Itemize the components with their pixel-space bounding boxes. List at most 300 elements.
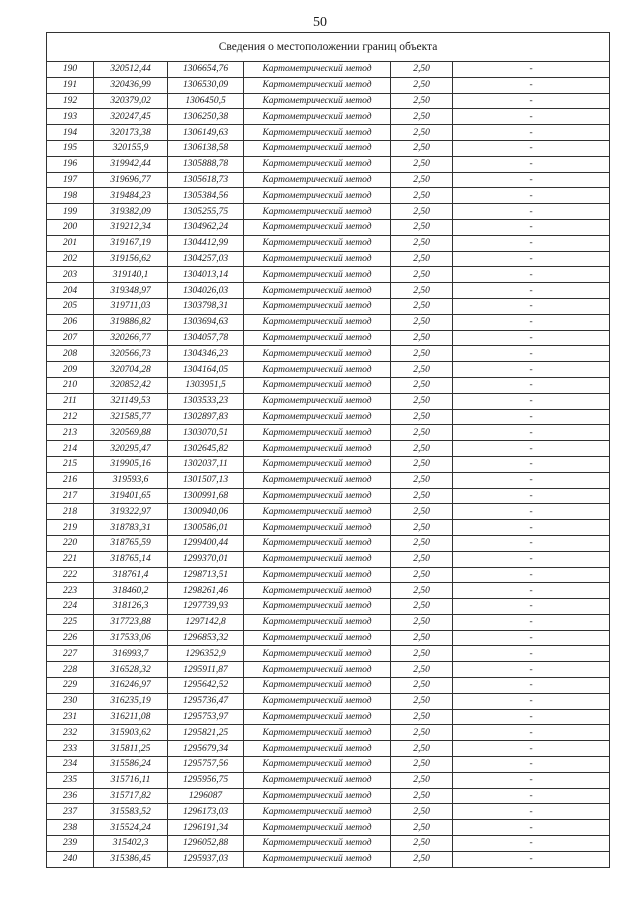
table-row (47, 377, 610, 393)
accuracy: 2,50 (391, 614, 453, 630)
accuracy: 2,50 (391, 535, 453, 551)
table-row (47, 599, 610, 615)
coord-x: 316246,97 (94, 678, 168, 694)
table-body (47, 33, 610, 868)
coord-y: 1295911,87 (168, 662, 244, 678)
point-number: 210 (47, 377, 94, 393)
coord-y: 1305618,73 (168, 172, 244, 188)
note: - (453, 630, 610, 646)
accuracy: 2,50 (391, 251, 453, 267)
accuracy: 2,50 (391, 283, 453, 299)
accuracy: 2,50 (391, 314, 453, 330)
coord-x: 316235,19 (94, 693, 168, 709)
accuracy: 2,50 (391, 646, 453, 662)
note: - (453, 219, 610, 235)
coord-x: 318460,2 (94, 583, 168, 599)
point-number: 224 (47, 599, 94, 615)
note: - (453, 346, 610, 362)
point-number: 229 (47, 678, 94, 694)
table-row (47, 646, 610, 662)
note: - (453, 377, 610, 393)
coord-x: 320436,99 (94, 77, 168, 93)
coord-x: 318765,14 (94, 551, 168, 567)
method: Картометрический метод (244, 820, 391, 836)
coord-y: 1302037,11 (168, 456, 244, 472)
coord-x: 320155,9 (94, 140, 168, 156)
table-row (47, 267, 610, 283)
note: - (453, 362, 610, 378)
point-number: 225 (47, 614, 94, 630)
table-row (47, 709, 610, 725)
accuracy: 2,50 (391, 346, 453, 362)
coord-y: 1305384,56 (168, 188, 244, 204)
method: Картометрический метод (244, 599, 391, 615)
note: - (453, 599, 610, 615)
table-row (47, 567, 610, 583)
coord-y: 1306530,09 (168, 77, 244, 93)
note: - (453, 535, 610, 551)
method: Картометрический метод (244, 551, 391, 567)
accuracy: 2,50 (391, 567, 453, 583)
accuracy: 2,50 (391, 235, 453, 251)
point-number: 196 (47, 156, 94, 172)
coord-y: 1295757,56 (168, 757, 244, 773)
coord-x: 315586,24 (94, 757, 168, 773)
coord-x: 319401,65 (94, 488, 168, 504)
page-number: 50 (313, 15, 327, 30)
coord-y: 1295821,25 (168, 725, 244, 741)
coord-y: 1303798,31 (168, 298, 244, 314)
method: Картометрический метод (244, 836, 391, 852)
coord-y: 1302645,82 (168, 441, 244, 457)
accuracy: 2,50 (391, 599, 453, 615)
coord-y: 1295642,52 (168, 678, 244, 694)
note: - (453, 393, 610, 409)
point-number: 204 (47, 283, 94, 299)
note: - (453, 425, 610, 441)
method: Картометрический метод (244, 188, 391, 204)
coord-x: 319711,03 (94, 298, 168, 314)
coord-y: 1304013,14 (168, 267, 244, 283)
method: Картометрический метод (244, 646, 391, 662)
coord-x: 315903,62 (94, 725, 168, 741)
note: - (453, 551, 610, 567)
note: - (453, 788, 610, 804)
note: - (453, 330, 610, 346)
coord-y: 1306450,5 (168, 93, 244, 109)
point-number: 235 (47, 772, 94, 788)
note: - (453, 456, 610, 472)
coord-y: 1303070,51 (168, 425, 244, 441)
accuracy: 2,50 (391, 725, 453, 741)
coord-x: 315717,82 (94, 788, 168, 804)
method: Картометрический метод (244, 804, 391, 820)
method: Картометрический метод (244, 283, 391, 299)
coord-x: 320247,45 (94, 109, 168, 125)
method: Картометрический метод (244, 725, 391, 741)
coord-y: 1300940,06 (168, 504, 244, 520)
note: - (453, 646, 610, 662)
note: - (453, 235, 610, 251)
note: - (453, 140, 610, 156)
point-number: 232 (47, 725, 94, 741)
table-row (47, 772, 610, 788)
accuracy: 2,50 (391, 851, 453, 867)
point-number: 203 (47, 267, 94, 283)
coord-x: 318126,3 (94, 599, 168, 615)
method: Картометрический метод (244, 567, 391, 583)
table-row (47, 188, 610, 204)
coord-y: 1303951,5 (168, 377, 244, 393)
coord-y: 1296052,88 (168, 836, 244, 852)
coord-y: 1295679,34 (168, 741, 244, 757)
accuracy: 2,50 (391, 772, 453, 788)
coord-y: 1304164,05 (168, 362, 244, 378)
table-row (47, 741, 610, 757)
accuracy: 2,50 (391, 156, 453, 172)
method: Картометрический метод (244, 630, 391, 646)
note: - (453, 298, 610, 314)
table-row (47, 204, 610, 220)
table-row (47, 93, 610, 109)
table-row (47, 662, 610, 678)
method: Картометрический метод (244, 140, 391, 156)
coord-x: 315811,25 (94, 741, 168, 757)
table-title-row (47, 33, 610, 62)
coord-x: 319905,16 (94, 456, 168, 472)
coord-y: 1296853,32 (168, 630, 244, 646)
table-row (47, 614, 610, 630)
table-row (47, 725, 610, 741)
point-number: 202 (47, 251, 94, 267)
point-number: 213 (47, 425, 94, 441)
coord-x: 320704,28 (94, 362, 168, 378)
method: Картометрический метод (244, 488, 391, 504)
note: - (453, 757, 610, 773)
coord-x: 321149,53 (94, 393, 168, 409)
accuracy: 2,50 (391, 441, 453, 457)
point-number: 218 (47, 504, 94, 520)
note: - (453, 441, 610, 457)
coord-y: 1304026,03 (168, 283, 244, 299)
coord-x: 315716,11 (94, 772, 168, 788)
note: - (453, 172, 610, 188)
point-number: 198 (47, 188, 94, 204)
coord-y: 1298261,46 (168, 583, 244, 599)
point-number: 194 (47, 125, 94, 141)
point-number: 195 (47, 140, 94, 156)
point-number: 199 (47, 204, 94, 220)
table-row (47, 630, 610, 646)
note: - (453, 204, 610, 220)
note: - (453, 693, 610, 709)
table-row (47, 678, 610, 694)
coord-y: 1296087 (168, 788, 244, 804)
point-number: 222 (47, 567, 94, 583)
accuracy: 2,50 (391, 219, 453, 235)
coord-y: 1306149,63 (168, 125, 244, 141)
method: Картометрический метод (244, 851, 391, 867)
coord-y: 1304057,78 (168, 330, 244, 346)
table-row (47, 77, 610, 93)
point-number: 216 (47, 472, 94, 488)
note: - (453, 709, 610, 725)
table-row (47, 346, 610, 362)
coord-y: 1304962,24 (168, 219, 244, 235)
coord-x: 320266,77 (94, 330, 168, 346)
note: - (453, 662, 610, 678)
accuracy: 2,50 (391, 504, 453, 520)
coord-x: 320852,42 (94, 377, 168, 393)
accuracy: 2,50 (391, 456, 453, 472)
note: - (453, 504, 610, 520)
table-row (47, 693, 610, 709)
method: Картометрический метод (244, 535, 391, 551)
accuracy: 2,50 (391, 330, 453, 346)
coord-y: 1300586,01 (168, 520, 244, 536)
table-row (47, 251, 610, 267)
coord-x: 319140,1 (94, 267, 168, 283)
point-number: 200 (47, 219, 94, 235)
method: Картометрический метод (244, 693, 391, 709)
method: Картометрический метод (244, 583, 391, 599)
coord-x: 320566,73 (94, 346, 168, 362)
coord-y: 1296173,03 (168, 804, 244, 820)
coord-x: 318765,59 (94, 535, 168, 551)
method: Картометрический метод (244, 125, 391, 141)
point-number: 212 (47, 409, 94, 425)
coord-x: 315524,24 (94, 820, 168, 836)
method: Картометрический метод (244, 393, 391, 409)
point-number: 197 (47, 172, 94, 188)
coord-y: 1295753,97 (168, 709, 244, 725)
note: - (453, 472, 610, 488)
coord-x: 319322,97 (94, 504, 168, 520)
accuracy: 2,50 (391, 425, 453, 441)
table-row (47, 757, 610, 773)
table-row (47, 156, 610, 172)
coord-y: 1303694,63 (168, 314, 244, 330)
note: - (453, 851, 610, 867)
accuracy: 2,50 (391, 488, 453, 504)
coord-y: 1299370,01 (168, 551, 244, 567)
note: - (453, 567, 610, 583)
coord-y: 1301507,13 (168, 472, 244, 488)
coord-x: 316993,7 (94, 646, 168, 662)
accuracy: 2,50 (391, 678, 453, 694)
method: Картометрический метод (244, 314, 391, 330)
note: - (453, 251, 610, 267)
point-number: 205 (47, 298, 94, 314)
point-number: 227 (47, 646, 94, 662)
coord-x: 320512,44 (94, 62, 168, 78)
note: - (453, 77, 610, 93)
accuracy: 2,50 (391, 693, 453, 709)
accuracy: 2,50 (391, 583, 453, 599)
point-number: 239 (47, 836, 94, 852)
table-row (47, 393, 610, 409)
coord-x: 319942,44 (94, 156, 168, 172)
note: - (453, 62, 610, 78)
note: - (453, 188, 610, 204)
table-row (47, 109, 610, 125)
table-row (47, 520, 610, 536)
coord-x: 319886,82 (94, 314, 168, 330)
coordinates-table (46, 32, 610, 868)
note: - (453, 741, 610, 757)
accuracy: 2,50 (391, 62, 453, 78)
method: Картометрический метод (244, 741, 391, 757)
point-number: 238 (47, 820, 94, 836)
method: Картометрический метод (244, 362, 391, 378)
coord-y: 1304346,23 (168, 346, 244, 362)
method: Картометрический метод (244, 235, 391, 251)
accuracy: 2,50 (391, 93, 453, 109)
method: Картометрический метод (244, 456, 391, 472)
table-row (47, 62, 610, 78)
point-number: 219 (47, 520, 94, 536)
table-row (47, 298, 610, 314)
point-number: 214 (47, 441, 94, 457)
point-number: 230 (47, 693, 94, 709)
table-row (47, 583, 610, 599)
point-number: 220 (47, 535, 94, 551)
point-number: 193 (47, 109, 94, 125)
note: - (453, 583, 610, 599)
accuracy: 2,50 (391, 820, 453, 836)
accuracy: 2,50 (391, 188, 453, 204)
table-row (47, 409, 610, 425)
coord-y: 1303533,23 (168, 393, 244, 409)
point-number: 192 (47, 93, 94, 109)
coord-y: 1297142,8 (168, 614, 244, 630)
coord-x: 317533,06 (94, 630, 168, 646)
note: - (453, 614, 610, 630)
table-row (47, 330, 610, 346)
accuracy: 2,50 (391, 757, 453, 773)
note: - (453, 772, 610, 788)
point-number: 233 (47, 741, 94, 757)
coord-x: 319212,34 (94, 219, 168, 235)
accuracy: 2,50 (391, 204, 453, 220)
point-number: 206 (47, 314, 94, 330)
method: Картометрический метод (244, 504, 391, 520)
coord-y: 1302897,83 (168, 409, 244, 425)
coord-x: 319593,6 (94, 472, 168, 488)
accuracy: 2,50 (391, 109, 453, 125)
method: Картометрический метод (244, 109, 391, 125)
method: Картометрический метод (244, 757, 391, 773)
point-number: 215 (47, 456, 94, 472)
accuracy: 2,50 (391, 472, 453, 488)
accuracy: 2,50 (391, 836, 453, 852)
coord-y: 1295956,75 (168, 772, 244, 788)
note: - (453, 93, 610, 109)
note: - (453, 804, 610, 820)
table-row (47, 488, 610, 504)
note: - (453, 678, 610, 694)
coordinates-table-container (46, 32, 609, 868)
method: Картометрический метод (244, 267, 391, 283)
note: - (453, 725, 610, 741)
coord-x: 318783,31 (94, 520, 168, 536)
method: Картометрический метод (244, 251, 391, 267)
method: Картометрический метод (244, 77, 391, 93)
method: Картометрический метод (244, 678, 391, 694)
table-row (47, 441, 610, 457)
method: Картометрический метод (244, 62, 391, 78)
note: - (453, 488, 610, 504)
point-number: 190 (47, 62, 94, 78)
point-number: 211 (47, 393, 94, 409)
accuracy: 2,50 (391, 804, 453, 820)
table-row (47, 804, 610, 820)
coord-x: 319696,77 (94, 172, 168, 188)
coord-y: 1297739,93 (168, 599, 244, 615)
table-row (47, 219, 610, 235)
coord-x: 319348,97 (94, 283, 168, 299)
accuracy: 2,50 (391, 298, 453, 314)
note: - (453, 836, 610, 852)
coord-y: 1306138,58 (168, 140, 244, 156)
note: - (453, 409, 610, 425)
table-row (47, 362, 610, 378)
coord-x: 315583,52 (94, 804, 168, 820)
coord-y: 1304257,03 (168, 251, 244, 267)
point-number: 226 (47, 630, 94, 646)
accuracy: 2,50 (391, 362, 453, 378)
accuracy: 2,50 (391, 77, 453, 93)
method: Картометрический метод (244, 346, 391, 362)
coord-y: 1295937,03 (168, 851, 244, 867)
method: Картометрический метод (244, 520, 391, 536)
coord-x: 319156,62 (94, 251, 168, 267)
coord-x: 321585,77 (94, 409, 168, 425)
method: Картометрический метод (244, 441, 391, 457)
accuracy: 2,50 (391, 788, 453, 804)
coord-y: 1295736,47 (168, 693, 244, 709)
table-row (47, 140, 610, 156)
method: Картометрический метод (244, 219, 391, 235)
point-number: 221 (47, 551, 94, 567)
coord-y: 1305888,78 (168, 156, 244, 172)
accuracy: 2,50 (391, 551, 453, 567)
table-row (47, 851, 610, 867)
coord-y: 1298713,51 (168, 567, 244, 583)
note: - (453, 109, 610, 125)
table-row (47, 535, 610, 551)
accuracy: 2,50 (391, 662, 453, 678)
method: Картометрический метод (244, 172, 391, 188)
method: Картометрический метод (244, 298, 391, 314)
method: Картометрический метод (244, 472, 391, 488)
method: Картометрический метод (244, 614, 391, 630)
accuracy: 2,50 (391, 630, 453, 646)
table-row (47, 836, 610, 852)
coord-x: 320569,88 (94, 425, 168, 441)
table-row (47, 504, 610, 520)
accuracy: 2,50 (391, 393, 453, 409)
coord-y: 1299400,44 (168, 535, 244, 551)
coord-x: 319382,09 (94, 204, 168, 220)
coord-y: 1305255,75 (168, 204, 244, 220)
coord-y: 1300991,68 (168, 488, 244, 504)
method: Картометрический метод (244, 409, 391, 425)
table-row (47, 456, 610, 472)
table-row (47, 788, 610, 804)
note: - (453, 267, 610, 283)
table-row (47, 551, 610, 567)
